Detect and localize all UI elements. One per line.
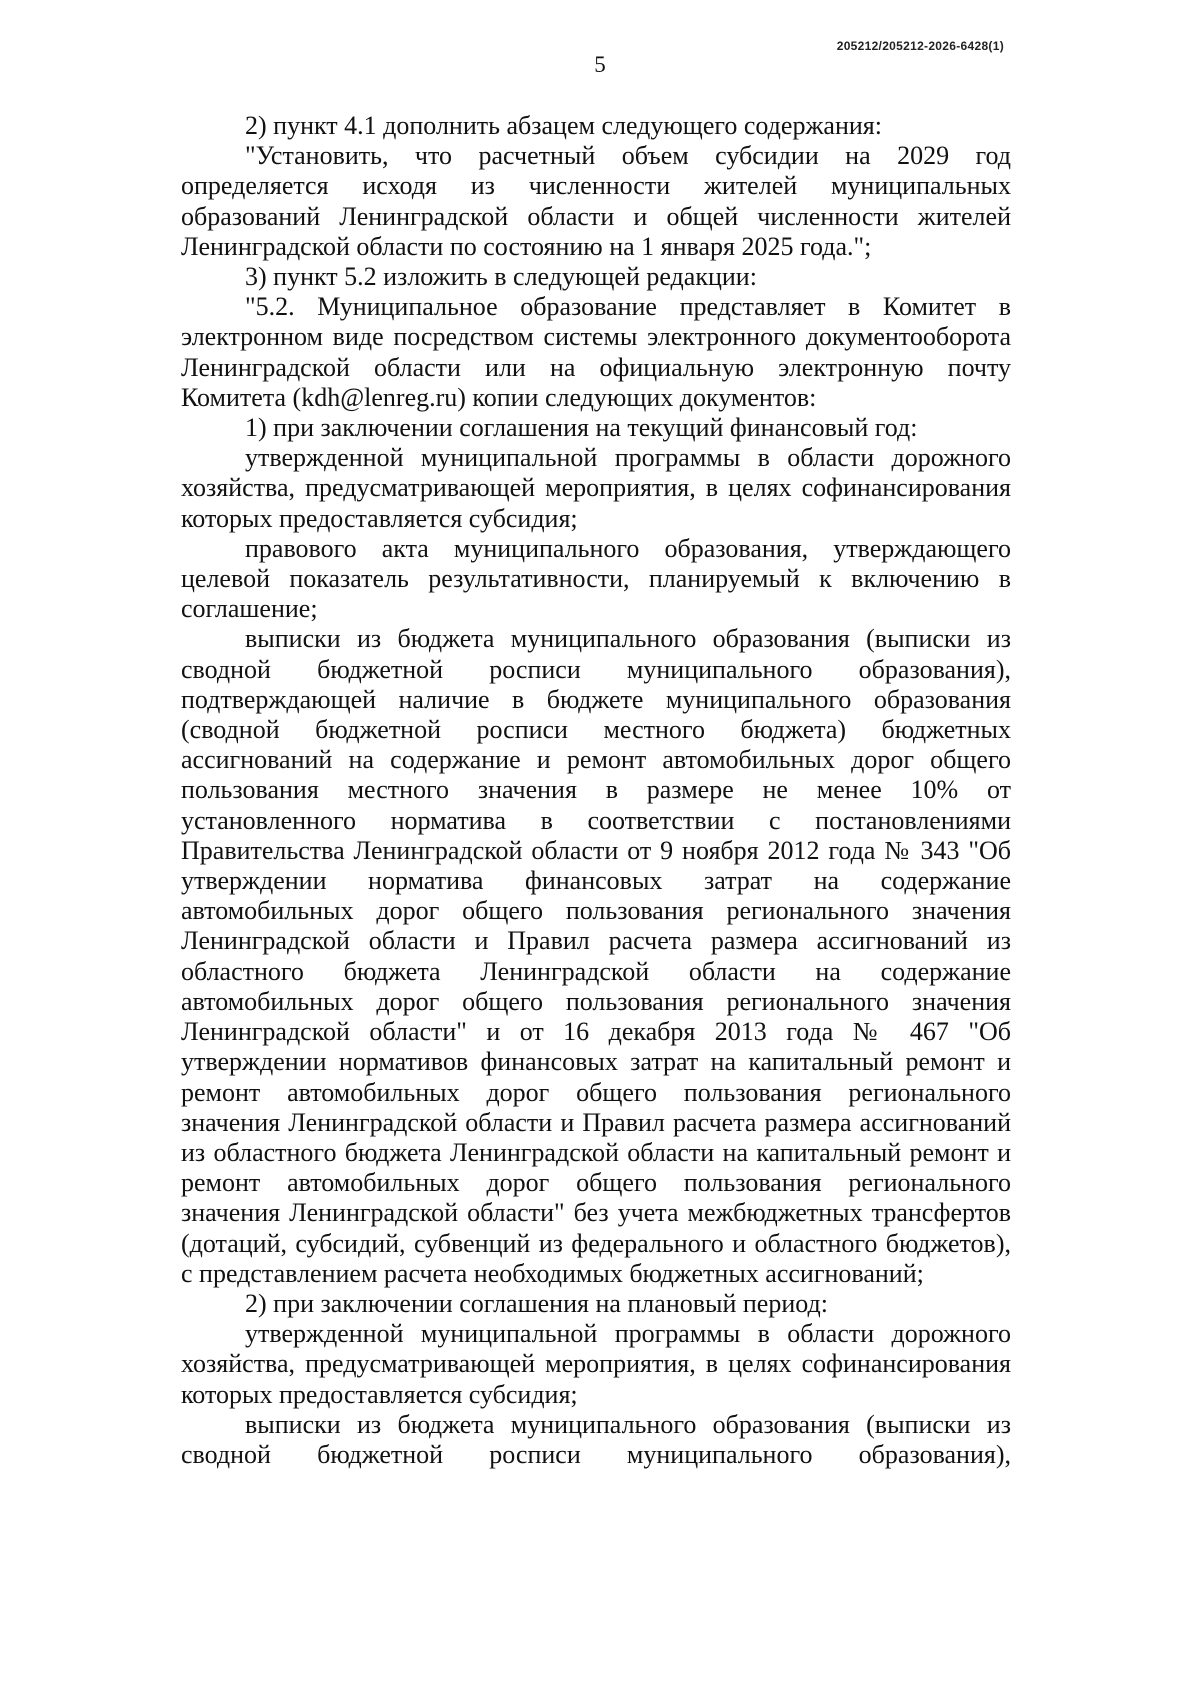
page-number: 5 bbox=[594, 52, 606, 77]
paragraph-legal-act: правового акта муниципального образования, утверждающего целевой показатель результативности, планируемый к включению в соглашение; bbox=[181, 533, 1011, 624]
paragraph-program-planned: утвержденной муниципальной программы в области дорожного хозяйства, предусматривающей мероприятия, в целях софинансирования которых предоставляется субсидия; bbox=[181, 1319, 1011, 1409]
paragraph-subitem-1: 1) при заключении соглашения на текущий финансовый год: bbox=[245, 413, 918, 443]
paragraph-quote-4-1: "Установить, что расчетный объем субсидии на 2029 год определяется исходя из численности жителей муниципальных образований Ленинградской области и общей численности жителей Ленинградской области по состоянию на 1 января 2025 года."; bbox=[181, 141, 1011, 261]
paragraph-item-3: 3) пункт 5.2 изложить в следующей редакции: bbox=[245, 262, 757, 292]
paragraph-budget-extract: выписки из бюджета муниципального образования (выписки из сводной бюджетной росписи муниципального образования), подтверждающей наличие в бюджете муниципального образования (сводной бюджетной росписи местного бюджета) бюджетных ассигнований на содержание и ремонт автомобильных дорог общего пользования местного значения в размере не менее 10% от установленного норматива в соответствии с постановлениями Правительства Ленинградской области от 9 ноября 2012 года № 343 "Об утверждении норматива финансовых затрат на содержание автомобильных дорог общего пользования регионального значения Ленинградской области и Правил расчета размера ассигнований из областного бюджета Ленинградской области на содержание автомобильных дорог общего пользования регионального значения Ленинградской области" и от 16 декабря 2013 года № 467 "Об утверждении нормативов финансовых затрат на капитальный ремонт и ремонт автомобильных дорог общего пользования регионального значения Ленинградской области и Правил расчета размера ассигнований из областного бюджета Ленинградской области на капитальный ремонт и ремонт автомобильных дорог общего пользования регионального значения Ленинградской области" без учета межбюджетных трансфертов (дотаций, субсидий, субвенций из федерального и областного бюджетов), с представлением расчета необходимых бюджетных ассигнований; bbox=[181, 624, 1011, 1288]
paragraph-budget-extract-planned: выписки из бюджета муниципального образования (выписки из сводной бюджетной росписи муниципального образования), bbox=[181, 1409, 1011, 1469]
paragraph-item-2: 2) пункт 4.1 дополнить абзацем следующего содержания: bbox=[245, 111, 882, 140]
document-id: 205212/205212-2026-6428(1) bbox=[836, 39, 1004, 53]
document-body bbox=[181, 111, 1011, 1470]
paragraph-quote-5-2: "5.2. Муниципальное образование представляет в Комитет в электронном виде посредством системы электронного документооборота Ленинградской области или на официальную электронную почту Комитета (kdh@lenreg.ru) копии следующих документов: bbox=[181, 292, 1011, 412]
paragraph-program: утвержденной муниципальной программы в области дорожного хозяйства, предусматривающей мероприятия, в целях софинансирования которых предоставляется субсидия; bbox=[181, 443, 1011, 533]
paragraph-subitem-2: 2) при заключении соглашения на плановый период: bbox=[245, 1288, 828, 1318]
